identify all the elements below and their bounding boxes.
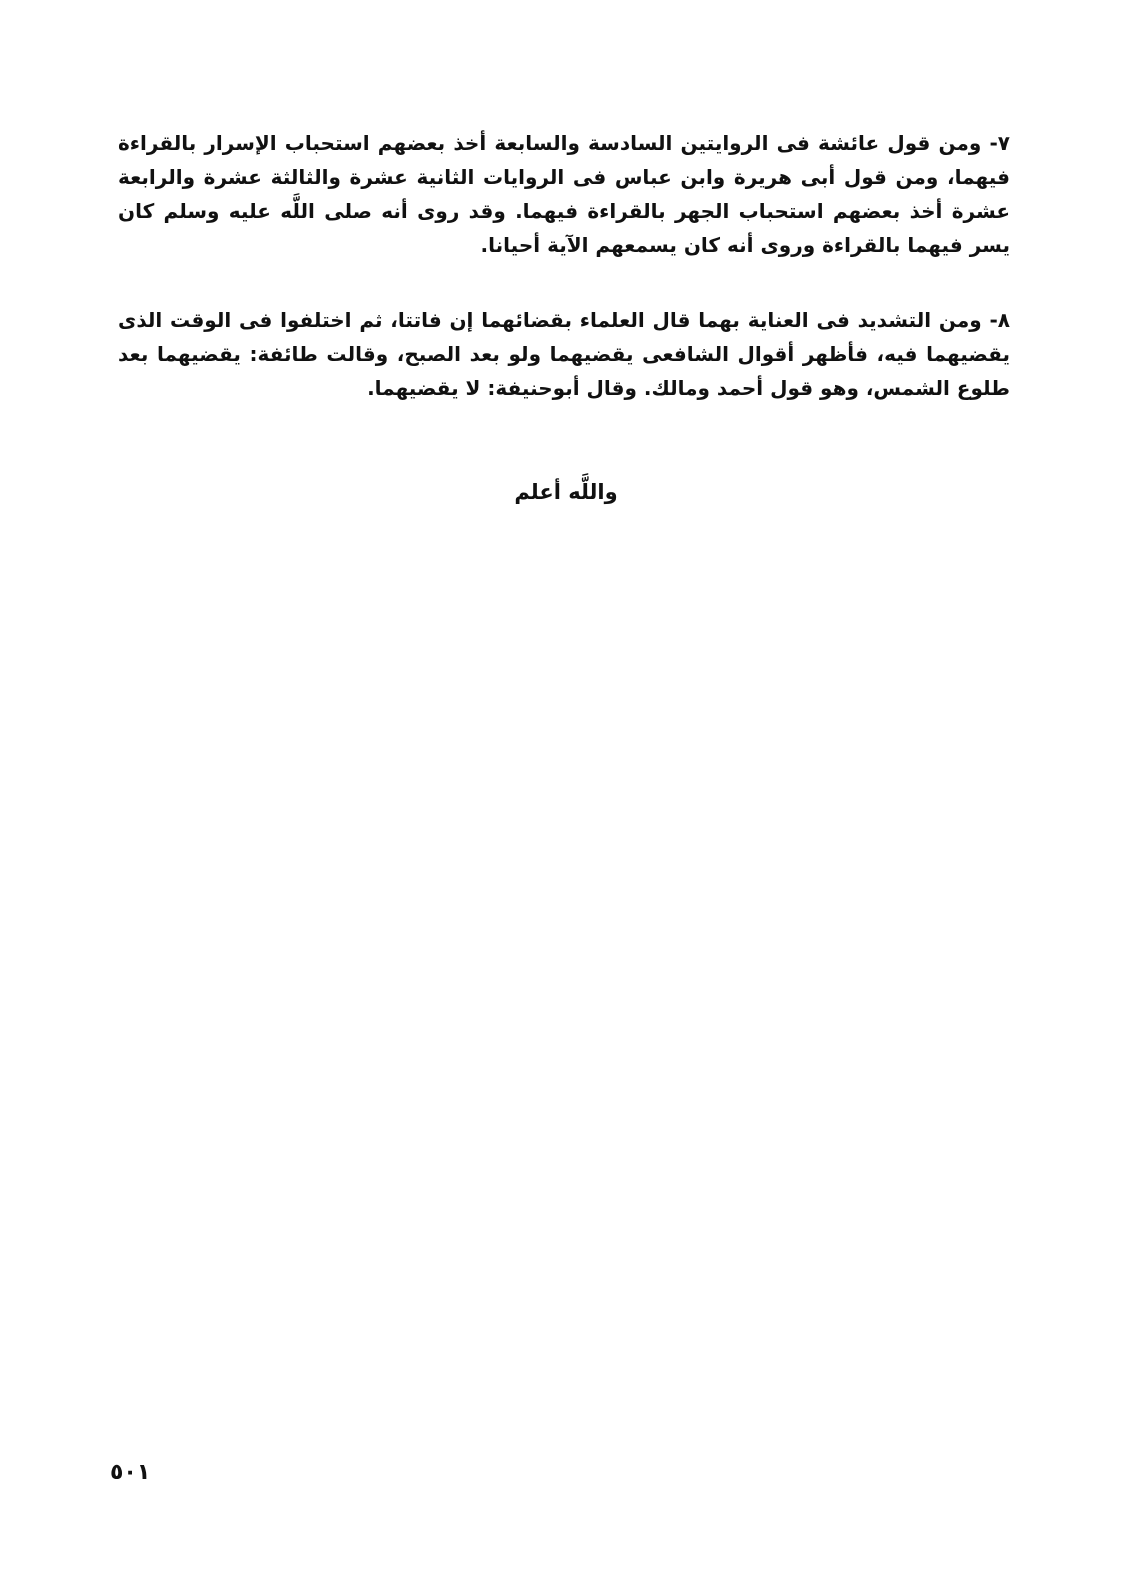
- paragraph-8: ٨- ومن التشديد فى العناية بهما قال العلماء بقضائهما إن فاتتا، ثم اختلفوا فى الوقت الذى يقضيهما فيه، فأظهر أقوال الشافعى يقضيهما ولو بعد الصبح، وقالت طائفة: يقضيهما بعد طلوع الشمس، وهو قول أحمد ومالك. وقال أبوحنيفة: لا يقضيهما.: [118, 308, 1010, 400]
- page-number: ٥٠١: [110, 1460, 151, 1485]
- closing-phrase: واللَّه أعلم: [514, 480, 618, 504]
- paragraph-7: ٧- ومن قول عائشة فى الروايتين السادسة والسابعة أخذ بعضهم استحباب الإسرار بالقراءة فيهما، ومن قول أبى هريرة وابن عباس فى الروايات الثانية عشرة والثالثة عشرة والرابعة عشرة أخذ بعضهم استحباب الجهر بالقراءة فيهما. وقد روى أنه صلى اللَّه عليه وسلم كان يسر فيهما بالقراءة وروى أنه كان يسمعهم الآية أحيانا.: [118, 131, 1010, 257]
